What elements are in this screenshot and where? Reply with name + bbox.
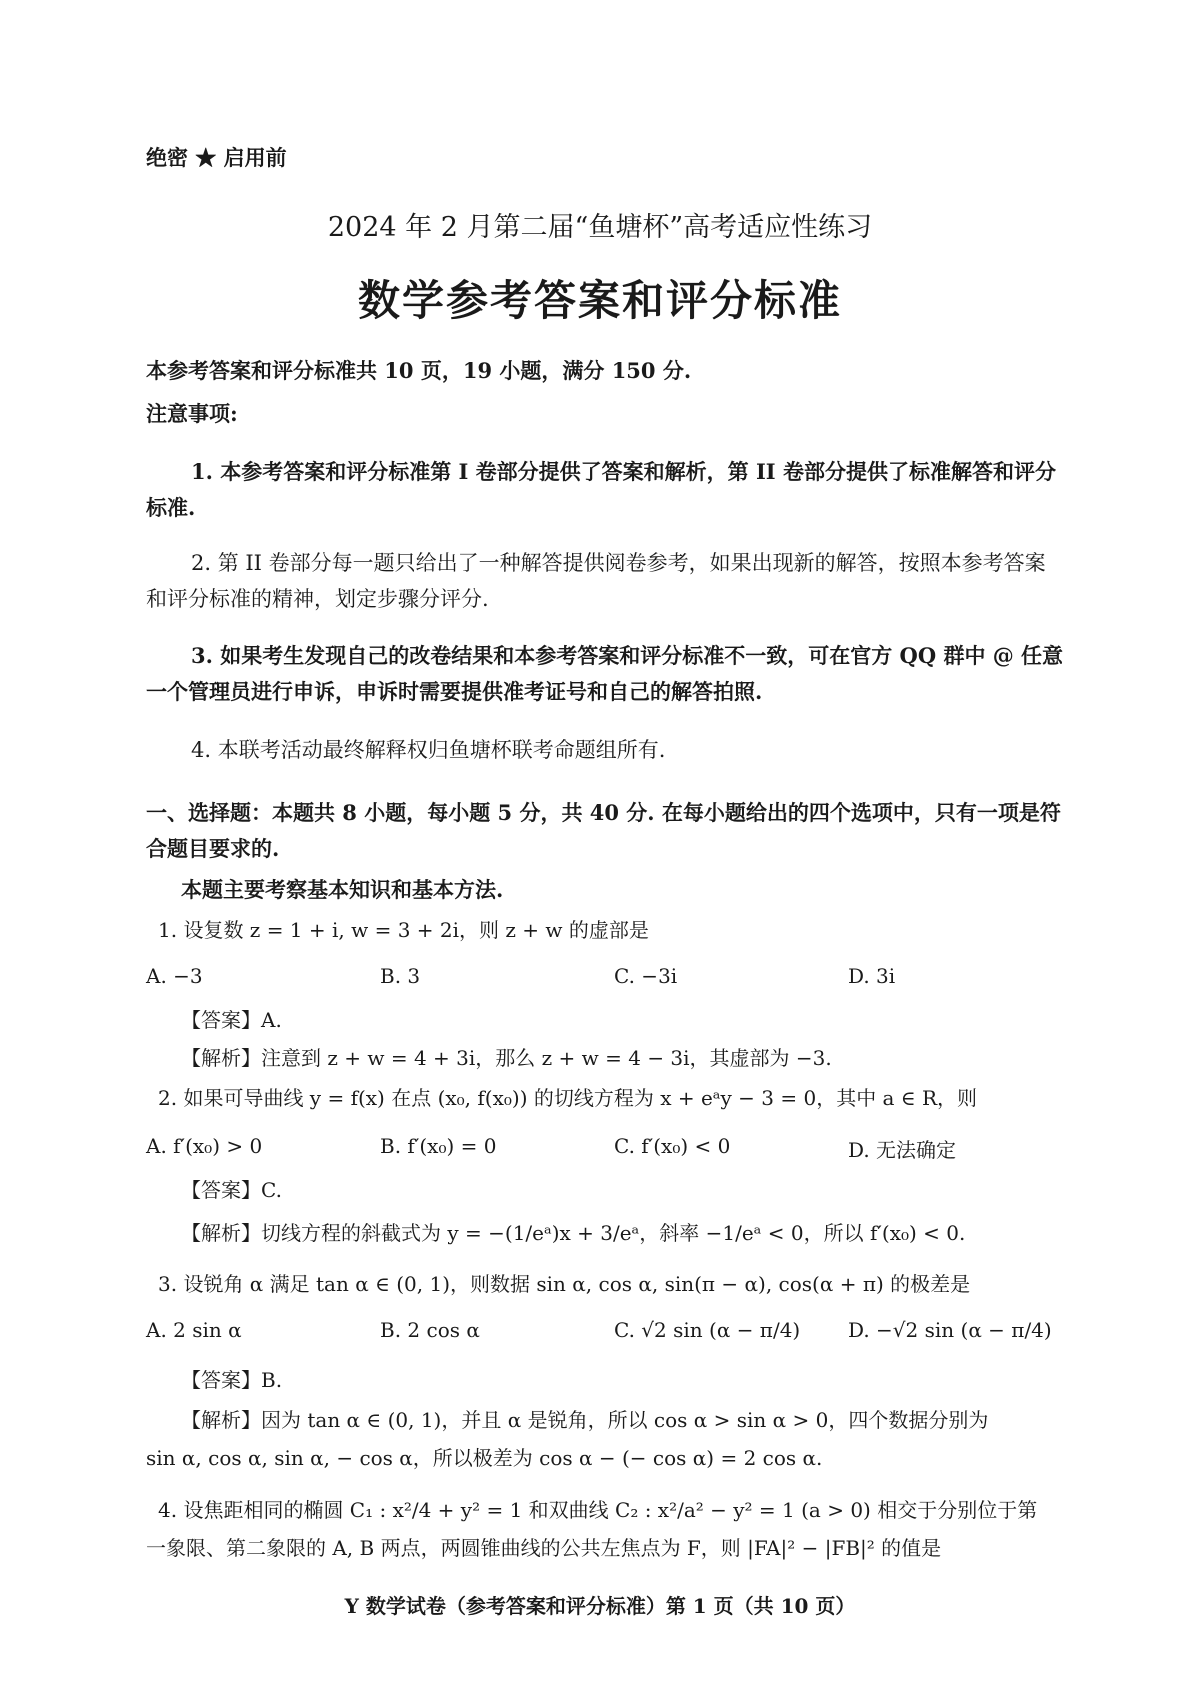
- q1-answer: 【答案】A.: [181, 1008, 282, 1032]
- note-1: 1. 本参考答案和评分标准第 I 卷部分提供了答案和解析，第 II 卷部分提供了标准解答和评分标准.: [146, 459, 1056, 520]
- q2-option-d: D. 无法确定: [848, 1138, 957, 1162]
- question-2-stem: 2. 如果可导曲线 y = f(x) 在点 (x₀, f(x₀)) 的切线方程为 x + eᵃy − 3 = 0，其中 a ∈ R，则: [158, 1086, 978, 1110]
- document-title: 数学参考答案和评分标准: [357, 276, 842, 325]
- section-heading: 一、选择题：本题共 8 小题，每小题 5 分，共 40 分. 在每小题给出的四个选项中，只有一项是符合题目要求的.: [146, 800, 1061, 861]
- q1-option-b: B. 3: [380, 964, 421, 988]
- question-4-stem-line-1: 4. 设焦距相同的椭圆 C₁ : x²/4 + y² = 1 和双曲线 C₂ : x²/a² − y² = 1 (a > 0) 相交于分别位于第: [158, 1498, 1038, 1522]
- q2-answer: 【答案】C.: [181, 1178, 282, 1202]
- q1-analysis: 【解析】注意到 z + w = 4 + 3i，那么 z + w = 4 − 3i，其虚部为 −3.: [181, 1046, 832, 1070]
- q3-option-d: D. −√2 sin (α − π/4): [848, 1318, 1052, 1342]
- q3-option-a: A. 2 sin α: [146, 1318, 242, 1342]
- question-3-stem: 3. 设锐角 α 满足 tan α ∈ (0, 1)，则数据 sin α, cos α, sin(π − α), cos(α + π) 的极差是: [158, 1272, 971, 1296]
- notes-heading: 注意事项:: [146, 401, 238, 426]
- question-1-stem: 1. 设复数 z = 1 + i, w = 3 + 2i，则 z + w 的虚部是: [158, 918, 649, 942]
- q3-analysis-line-1: 【解析】因为 tan α ∈ (0, 1)，并且 α 是锐角，所以 cos α > sin α > 0，四个数据分别为: [181, 1408, 989, 1432]
- q2-option-c: C. f′(x₀) < 0: [614, 1134, 731, 1158]
- note-2: 2. 第 II 卷部分每一题只给出了一种解答提供阅卷参考，如果出现新的解答，按照本参考答案和评分标准的精神，划定步骤分评分.: [146, 551, 1046, 611]
- q3-analysis-line-2: sin α, cos α, sin α, − cos α，所以极差为 cos α − (− cos α) = 2 cos α.: [146, 1446, 823, 1470]
- page-footer: Y 数学试卷（参考答案和评分标准）第 1 页（共 10 页）: [344, 1594, 856, 1618]
- exam-title: 2024 年 2 月第二届“鱼塘杯”高考适应性练习: [327, 212, 873, 243]
- q1-option-d: D. 3i: [848, 964, 896, 988]
- intro-summary: 本参考答案和评分标准共 10 页，19 小题，满分 150 分.: [146, 358, 692, 383]
- q1-option-a: A. −3: [146, 964, 203, 988]
- q3-option-c: C. √2 sin (α − π/4): [614, 1318, 801, 1342]
- q1-option-c: C. −3i: [614, 964, 678, 988]
- note-3: 3. 如果考生发现自己的改卷结果和本参考答案和评分标准不一致，可在官方 QQ 群中 @ 任意一个管理员进行申诉，申诉时需要提供准考证号和自己的解答拍照.: [146, 643, 1064, 704]
- q3-answer: 【答案】B.: [181, 1368, 283, 1392]
- secret-mark: 绝密 ★ 启用前: [146, 145, 287, 170]
- q2-option-a: A. f′(x₀) > 0: [146, 1134, 263, 1158]
- q3-option-b: B. 2 cos α: [380, 1318, 480, 1342]
- q2-analysis: 【解析】切线方程的斜截式为 y = −(1/eᵃ)x + 3/eᵃ，斜率 −1/eᵃ < 0，所以 f′(x₀) < 0.: [181, 1221, 966, 1245]
- question-4-stem-line-2: 一象限、第二象限的 A, B 两点，两圆锥曲线的公共左焦点为 F，则 |FA|² − |FB|² 的值是: [146, 1536, 942, 1560]
- q2-option-b: B. f′(x₀) = 0: [380, 1134, 497, 1158]
- section-subheading: 本题主要考察基本知识和基本方法.: [181, 877, 504, 902]
- note-4: 4. 本联考活动最终解释权归鱼塘杯联考命题组所有.: [191, 738, 666, 762]
